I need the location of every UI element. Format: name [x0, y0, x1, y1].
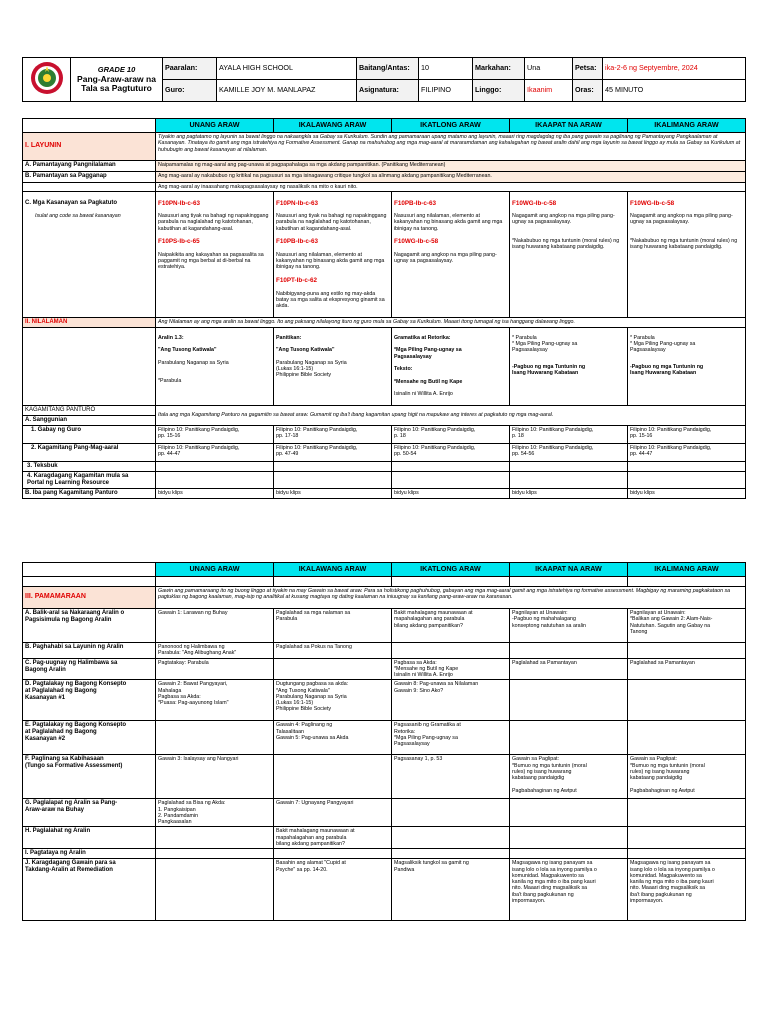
kagamitan-day-5: Filipino 10: Panitikang Pandaigdig, pp. 44-47	[628, 443, 746, 461]
blank-cell	[274, 577, 392, 587]
procedure-row	[23, 643, 746, 659]
lesson-heading: Gramatika at Retorika:	[394, 334, 451, 341]
procedure-rows	[23, 609, 746, 921]
iba-day-1: bidyu klips	[156, 488, 274, 498]
kagamitan-row	[23, 405, 746, 415]
procedure-day-5: Magsagawa ng isang panayam sa isang lolo o lola sa inyong pamilya o komunidad. Magpakuwento sa kanila ng mga mito o iba pang kauri nito. Maaari ding magsaliksik sa iba't ibang pagkukunan ng impormasyon.	[628, 859, 746, 921]
kagamitan-desc: Itala ang mga Kagamitang Panturo na gagamitin sa bawat araw. Gumamit ng iba't ibang kagamitan upang higit na mapukaw ang interes at pagkatuto ng mga mag-aaral.	[156, 405, 746, 425]
layunin-row	[23, 133, 746, 161]
lesson-title: *Mga Piling Pang-ugnay sa Pagsasalaysay	[394, 347, 462, 360]
competency-text: Nagagamit ang angkop na mga piling pang-ugnay sa pagsasalaysay.	[512, 213, 615, 226]
procedure-day-2: Bakit mahalagang maunawaan at mapahalagahan ang parabula bilang akdang pampanitikan?	[274, 827, 392, 849]
gabay-day-2: Filipino 10: Panitikang Pandaigdig, pp. 17-18	[274, 425, 392, 443]
procedure-day-3	[392, 799, 510, 827]
gabay-day-3: Filipino 10: Panitikang Pandaigdig, p. 18	[392, 425, 510, 443]
baitang-value: 10	[419, 58, 473, 80]
pamantayan-pagganap-content: Ang mag-aaral ay nakabubuo ng kritikal na pagsusuri sa mga isinagawang critique tungkol sa alinmang akdang pampanitikang Mediterranean.	[156, 172, 746, 183]
blank-cell	[156, 471, 274, 488]
kasanayan-day-1	[156, 192, 274, 317]
procedure-day-4	[510, 799, 628, 827]
competency-code: F10PN-Ib-c-63	[276, 199, 318, 207]
kasanayan-label: C. Mga Kasanayan sa Pagkatuto	[25, 199, 118, 206]
layunin-desc: Tiyakin ang pagtatamo ng layunin sa bawat linggo na nakaangkla sa Gabay sa Kurikulum. Sundin ang pamamaraan upang matamo ang layunin, maaari ring magdagdag ng iba pang gawain sa paglinang ng Pamantayang Pangkaalaman at Kasanayan. Tinataya ito gamit ang mga istratehiya ng Formative Assessment. Ganap na mahuhubog ang mga mag-aaral at mararamdaman ang kahalagahan ng bawat aralin dahil ang mga layunin sa bawat linggo ay mula sa Gabay sa Kurikulum at huhubugin ang bawat kasanayan at nilalaman.	[156, 133, 746, 161]
procedure-label: I. Pagtataya ng Aralin	[23, 849, 156, 859]
procedure-day-1: Paglalahad sa Bisa ng Akda: 1. Pangkaisipan 2. Pandamdamin Pangkaasalan	[156, 799, 274, 827]
procedure-day-4: Gawain sa Paglipat: *Bumuo ng mga tuntunin (moral rules) ng isang huwarang kabataang pandaigdig Pagbabahaginan ng Awtput	[510, 755, 628, 799]
procedure-label: H. Paglalahat ng Aralin	[23, 827, 156, 849]
procedure-day-2	[274, 849, 392, 859]
kagamitan-day-1: Filipino 10: Panitikang Pandaigdig, pp. 44-47	[156, 443, 274, 461]
layunin-title: I. LAYUNIN	[23, 133, 156, 161]
school-seal-icon	[29, 60, 65, 96]
lesson-title: *Mensahe ng Butil ng Kape	[394, 378, 463, 385]
competency-code: F10PT-Ib-c-62	[276, 276, 317, 284]
procedure-day-1: Gawain 3: Isalaysay ang Nangyari	[156, 755, 274, 799]
pamantayan-pagganap-row-2	[23, 183, 746, 192]
lesson-line: Isinalin ni Willita A. Enrijo	[394, 391, 453, 398]
procedure-label: A. Balik-aral sa Nakaraang Aralin o Pagsisimula ng Bagong Aralin	[23, 609, 156, 643]
blank-cell	[156, 577, 274, 587]
blank-cell	[510, 577, 628, 587]
pamantayang-pangnilalaman-label: A. Pamantayang Pangnilalaman	[23, 161, 156, 172]
petsa-label: Petsa:	[573, 58, 603, 80]
blank-cell	[392, 577, 510, 587]
competency-code: F10WG-Ib-c-58	[630, 199, 675, 207]
asignatura-label: Asignatura:	[357, 80, 419, 102]
gabay-day-1: Filipino 10: Panitikang Pandaigdig, pp. 15-16	[156, 425, 274, 443]
oras-label: Oras:	[573, 80, 603, 102]
paaralan-value: AYALA HIGH SCHOOL	[217, 58, 357, 80]
teksbuk-label: 3. Teksbuk	[23, 461, 156, 471]
blank-cell	[23, 577, 156, 587]
lesson-title: "Ang Tusong Katiwala"	[276, 347, 335, 354]
pamantayan-pagganap-content-2: Ang mag-aaral ay inaasahang makapagsasalaysay ng nasaliksik na mito o kauri nito.	[156, 183, 746, 192]
day-1-header: UNANG ARAW	[156, 563, 274, 577]
kasanayan-day-4	[510, 192, 628, 317]
guro-label: Guro:	[163, 80, 217, 102]
kagamitan-mag-aaral-label: 2. Kagamitang Pang-Mag-aaral	[23, 443, 156, 461]
kasanayan-day-3	[392, 192, 510, 317]
procedure-row	[23, 849, 746, 859]
procedure-day-1	[156, 721, 274, 755]
blank-cell	[510, 471, 628, 488]
competency-text: *Nakabubuo ng mga tuntunin (moral rules) ng isang huwarang kabataang pandaigdig.	[630, 237, 738, 251]
blank-cell	[23, 327, 156, 405]
kasanayan-day-5	[628, 192, 746, 317]
blank-cell	[274, 471, 392, 488]
procedure-day-1: Gawain 1: Larawan ng Buhay	[156, 609, 274, 643]
blank-cell	[510, 461, 628, 471]
procedure-day-2	[274, 755, 392, 799]
iba-pang-kagamitan-row	[23, 488, 746, 498]
plan-table-page1	[22, 118, 746, 499]
procedure-label: G. Paglalapat ng Aralin sa Pang- Araw-araw na Buhay	[23, 799, 156, 827]
header-table	[22, 57, 746, 102]
sanggunian-label: A. Sanggunian	[23, 415, 156, 425]
nilalaman-desc: Ang Nilalaman ay ang mga aralin sa bawat linggo. Ito ang paksang nilalayong ituro ng guro mula sa Gabay sa Kurikulum. Maaari itong tumagal ng isa hanggang dalawang linggo.	[156, 317, 746, 327]
procedure-day-3	[392, 643, 510, 659]
competency-text: Nagagamit ang angkop na mga piling pang-ugnay sa pagsasalaysay.	[394, 251, 497, 265]
procedure-day-2: Basahin ang alamat "Cupid at Psyche" sa pp. 14-20.	[274, 859, 392, 921]
day-4-header: IKAAPAT NA ARAW	[510, 563, 628, 577]
kasanayan-day-2	[274, 192, 392, 317]
procedure-day-4	[510, 849, 628, 859]
teksbuk-row	[23, 461, 746, 471]
competency-text: Naipakikita ang kakayahan sa pagsasalita sa paggamit ng mga berbal at di-berbal na estratehiya.	[158, 251, 264, 271]
procedure-day-5	[628, 721, 746, 755]
lesson-title: "Ang Tusong Katiwala"	[158, 347, 217, 354]
procedure-day-2: Paglalahad sa Pokus na Tanong	[274, 643, 392, 659]
competency-text: Nasusuri ang nilalaman, elemento at kakanyahan ng binasang akda gamit ang mga ibinigay na tanong.	[394, 213, 503, 232]
kagamitan-day-2: Filipino 10: Panitikang Pandaigdig, pp. 47-49	[274, 443, 392, 461]
lesson-line: Parabulang Naganap sa Syria	[158, 359, 229, 366]
lesson-title: -Pagbuo ng mga Tuntunin ng Isang Huwarang Kabataan	[512, 363, 586, 377]
procedure-day-3: Pagsasanib ng Gramatika at Retorika: *Mga Piling Pang-ugnay sa Pagsasalaysay	[392, 721, 510, 755]
procedure-day-5	[628, 827, 746, 849]
pamantayan-pagganap-label: B. Pamantayan sa Pagganap	[23, 172, 156, 183]
blank-cell	[628, 471, 746, 488]
day-1-header: UNANG ARAW	[156, 119, 274, 133]
markahan-label: Markahan:	[473, 58, 525, 80]
procedure-row	[23, 680, 746, 721]
kagamitan-day-4: Filipino 10: Panitikang Pandaigdig, pp. 54-56	[510, 443, 628, 461]
procedure-day-5	[628, 680, 746, 721]
procedure-day-4	[510, 721, 628, 755]
competency-text: Nabibigyang-puna ang estilo ng may-akda batay sa mga salita at ekspresyong ginamit sa akda.	[276, 290, 385, 310]
lesson-heading: Aralin 1.3:	[158, 334, 184, 341]
procedure-day-2	[274, 658, 392, 680]
iba-day-2: bidyu klips	[274, 488, 392, 498]
day-2-header: IKALAWANG ARAW	[274, 563, 392, 577]
day-3-header: IKATLONG ARAW	[392, 119, 510, 133]
competency-code: F10PN-Ib-c-63	[158, 199, 200, 207]
blank-cell	[628, 461, 746, 471]
nilalaman-day-5	[628, 327, 746, 405]
procedure-day-1: Gawain 2: Bawat Pangyayari, Mahalaga Pagbasa sa Akda: *Puasa: Pag-aayunong Islam"	[156, 680, 274, 721]
linggo-value: Ikaanim	[525, 80, 573, 102]
plan-table-page2	[22, 562, 746, 921]
pamamaraan-desc: Gawin ang pamamaraang ito ng buong linggo at tiyakin na may Gawain sa bawat araw. Para sa holistikong paghuhubog, gabayan ang mga mag-aaral gamit ang mga istratehiya ng formative assessment. Magbigay ng maraming pagkakataon sa pagtuklas ng bagong kaalaman, mag-isip ng analitikal at kusang magtaya ng dating kaalaman na iniuugnay sa kanilang pang-araw-araw na karanasan.	[156, 587, 746, 609]
procedure-day-3: Gawain 8: Pag-unawa sa Nilalaman Gawain 9: Sino Ako?	[392, 680, 510, 721]
procedure-day-1: Panonood ng Halimbawa ng Parabula: "Ang Alibughang Anak"	[156, 643, 274, 659]
nilalaman-content-row	[23, 327, 746, 405]
pamantayang-pangnilalaman-content: Naipamamalas ng mag-aaral ang pag-unawa at pagpapahalaga sa mga akdang pampanitikan. (Panitikang Mediterranean)	[156, 161, 746, 172]
day-header-row	[23, 563, 746, 577]
procedure-label: E. Pagtalakay ng Bagong Konsepto at Paglalahad ng Bagong Kasanayan #2	[23, 721, 156, 755]
competency-text: Nasusuri ang nilalaman, elemento at kakanyahan ng binasang akda gamit ang mga ibinigay na tanong.	[276, 251, 385, 271]
kagamitan-day-3: Filipino 10: Panitikang Pandaigdig, pp. 50-54	[392, 443, 510, 461]
procedure-day-3: Magsaliksik tungkol sa gamit ng Pandiwa	[392, 859, 510, 921]
kasanayan-label-cell	[23, 192, 156, 317]
nilalaman-day-3	[392, 327, 510, 405]
iba-day-5: bidyu klips	[628, 488, 746, 498]
procedure-day-2: Gawain 7: Ugnayang Pangyayari	[274, 799, 392, 827]
paaralan-label: Paaralan:	[163, 58, 217, 80]
procedure-day-5: Pagnilayan at Unawain: *Balikan ang Gawain 2: Alam-Nais- Natutuhan. Sagutin ang Gabay na Tanong	[628, 609, 746, 643]
procedure-label: D. Pagtalakay ng Bagong Konsepto at Paglalahad ng Bagong Kasanayan #1	[23, 680, 156, 721]
kasanayan-row	[23, 192, 746, 317]
competency-text: Nasusuri ang tiyak na bahagi ng napakinggang parabula na naglalahad ng katotohanan, kabutihan at kagandahang-asal.	[158, 213, 269, 232]
procedure-row	[23, 721, 746, 755]
day-4-header: IKAAPAT NA ARAW	[510, 119, 628, 133]
procedure-day-5	[628, 799, 746, 827]
blank-cell	[23, 183, 156, 192]
procedure-day-4: Pagnilayan at Unawain: -Pagbuo ng mahahalagang konseptong natutuhan sa aralin	[510, 609, 628, 643]
competency-code: F10WG-Ib-c-58	[394, 238, 439, 246]
procedure-day-1	[156, 827, 274, 849]
procedure-day-5	[628, 849, 746, 859]
baitang-label: Baitang/Antas:	[357, 58, 419, 80]
lesson-heading: Teksto:	[394, 366, 413, 373]
day-3-header: IKATLONG ARAW	[392, 563, 510, 577]
procedure-day-3: Pagsasanay 1, p. 53	[392, 755, 510, 799]
lesson-heading: Panitikan:	[276, 334, 302, 341]
gabay-row	[23, 425, 746, 443]
procedure-day-2: Gawain 4: Paglinang ng Talasalitaan Gawain 5: Pag-unawa sa Akda	[274, 721, 392, 755]
day-5-header: IKALIMANG ARAW	[628, 119, 746, 133]
procedure-day-1	[156, 859, 274, 921]
blank-cell	[628, 577, 746, 587]
blank-cell	[392, 461, 510, 471]
procedure-day-3: Pagbasa sa Akda: *Mensahe ng Butil ng Kape Isinalin ni Willita A. Enrijo	[392, 658, 510, 680]
petsa-value: ika-2-6 ng Septyembre, 2024	[603, 58, 746, 80]
document-title: Pang-Araw-araw na Tala sa Pagtuturo	[77, 73, 156, 93]
procedure-day-5: Gawain sa Paglipat: *Bumuo ng mga tuntunin (moral rules) ng isang huwarang kabataang pandaigdig Pagbabahaginan ng Awtput	[628, 755, 746, 799]
pamantayan-pagganap-row	[23, 172, 746, 183]
procedure-day-1	[156, 849, 274, 859]
learning-resource-row	[23, 471, 746, 488]
gabay-label: 1. Gabay ng Guro	[23, 425, 156, 443]
blank-cell	[156, 461, 274, 471]
procedure-day-5	[628, 643, 746, 659]
learning-resource-label: 4. Karagdagang Kagamitan mula sa Portal ng Learning Resource	[23, 471, 156, 488]
blank-cell	[392, 471, 510, 488]
guro-value: KAMILLE JOY M. MANLAPAZ	[217, 80, 357, 102]
procedure-day-4	[510, 643, 628, 659]
lesson-list: * Parabula * Mga Piling Pang-ugnay sa Pagsasalaysay	[512, 334, 578, 354]
procedure-day-1: Pagtatakay: Parabula	[156, 658, 274, 680]
procedure-day-4	[510, 827, 628, 849]
linggo-label: Linggo:	[473, 80, 525, 102]
blank-row	[23, 577, 746, 587]
procedure-row	[23, 827, 746, 849]
procedure-label: B. Paghahabi sa Layunin ng Aralin	[23, 643, 156, 659]
iba-day-4: bidyu klips	[510, 488, 628, 498]
day-5-header: IKALIMANG ARAW	[628, 563, 746, 577]
procedure-row	[23, 609, 746, 643]
kagamitan-title: KAGAMITANG PANTURO	[23, 405, 156, 415]
blank-cell	[274, 461, 392, 471]
nilalaman-day-4	[510, 327, 628, 405]
day-header-row	[23, 119, 746, 133]
gabay-day-4: Filipino 10: Panitikang Pandaigdig, p. 18	[510, 425, 628, 443]
procedure-row	[23, 799, 746, 827]
oras-value: 45 MINUTO	[603, 80, 746, 102]
lesson-extra: *Parabula	[158, 378, 182, 385]
title-cell	[71, 58, 163, 102]
nilalaman-day-1	[156, 327, 274, 405]
blank-corner	[23, 563, 156, 577]
procedure-day-4: Magsagawa ng isang panayam sa isang lolo o lola sa inyong pamilya o komunidad. Magpakuwento sa kanila ng mga mito o iba pang kauri nito. Maaari ding magsaliksik sa iba't ibang pagkukunan ng impormasyon.	[510, 859, 628, 921]
procedure-day-2: Paglalahad sa mga nalaman sa Parabula	[274, 609, 392, 643]
pamamaraan-title: III. PAMAMARAAN	[23, 587, 156, 609]
lesson-title: -Pagbuo ng mga Tuntunin ng Isang Huwarang Kabataan	[630, 363, 704, 377]
blank-corner	[23, 119, 156, 133]
competency-text: Nasusuri ang tiyak na bahagi ng napakinggang parabula na naglalahad ng katotohanan, kabutihan at kagandahang-asal.	[276, 213, 387, 232]
nilalaman-row	[23, 317, 746, 327]
nilalaman-day-2	[274, 327, 392, 405]
procedure-day-3	[392, 849, 510, 859]
gabay-day-5: Filipino 10: Panitikang Pandaigdig, pp. 15-16	[628, 425, 746, 443]
procedure-day-4: Paglalahad sa Pamantayan	[510, 658, 628, 680]
procedure-day-3	[392, 827, 510, 849]
iba-day-3: bidyu klips	[392, 488, 510, 498]
procedure-label: C. Pag-uugnay ng Halimbawa sa Bagong Aralin	[23, 658, 156, 680]
lesson-line: Parabulang Naganap sa Syria (Lukas 16:1-15) Philippine Bible Society	[276, 359, 347, 379]
grade-label: GRADE 10	[97, 64, 136, 74]
procedure-row	[23, 755, 746, 799]
procedure-row	[23, 859, 746, 921]
iba-pang-kagamitan-label: B. Iba pang Kagamitang Panturo	[23, 488, 156, 498]
competency-code: F10PS-Ib-c-65	[158, 238, 200, 246]
procedure-row	[23, 658, 746, 680]
competency-code: F10PB-Ib-c-63	[276, 238, 318, 246]
kagamitan-mag-aaral-row	[23, 443, 746, 461]
procedure-day-3: Bakit mahalagang maunawaan at mapahalagahan ang parabula bilang akdang pampanitikan?	[392, 609, 510, 643]
pamamaraan-row	[23, 587, 746, 609]
school-seal-cell	[23, 58, 71, 102]
competency-code: F10WG-Ib-c-58	[512, 199, 557, 207]
competency-text: *Nakabubuo ng mga tuntunin (moral rules) ng isang huwarang kabataang pandaigdig.	[512, 237, 620, 251]
lesson-list: * Parabula * Mga Piling Pang-ugnay sa Pagsasalaysay	[630, 334, 696, 354]
competency-code: F10PB-Ib-c-63	[394, 199, 436, 207]
procedure-day-5: Paglalahad sa Pamantayan	[628, 658, 746, 680]
markahan-value: Una	[525, 58, 573, 80]
pamantayang-pangnilalaman-row	[23, 161, 746, 172]
day-2-header: IKALAWANG ARAW	[274, 119, 392, 133]
kasanayan-sub: Isulat ang code sa bawat kasanayan	[35, 212, 121, 219]
nilalaman-title: II. NILALAMAN	[23, 317, 156, 327]
procedure-day-2: Dugtungang pagbasa sa akda: *Ang Tusong Katiwala" Parabulang Naganap sa Syria (Lukas 16:1-15) Philippine Bible Society	[274, 680, 392, 721]
asignatura-value: FILIPINO	[419, 80, 473, 102]
competency-text: Nagagamit ang angkop na mga piling pang-ugnay sa pagsasalaysay.	[630, 213, 733, 226]
procedure-label: J. Karagdagang Gawain para sa Takdang-Aralin at Remediation	[23, 859, 156, 921]
procedure-day-4	[510, 680, 628, 721]
procedure-label: F. Paglinang sa Kabihasaan (Tungo sa Formative Assessment)	[23, 755, 156, 799]
